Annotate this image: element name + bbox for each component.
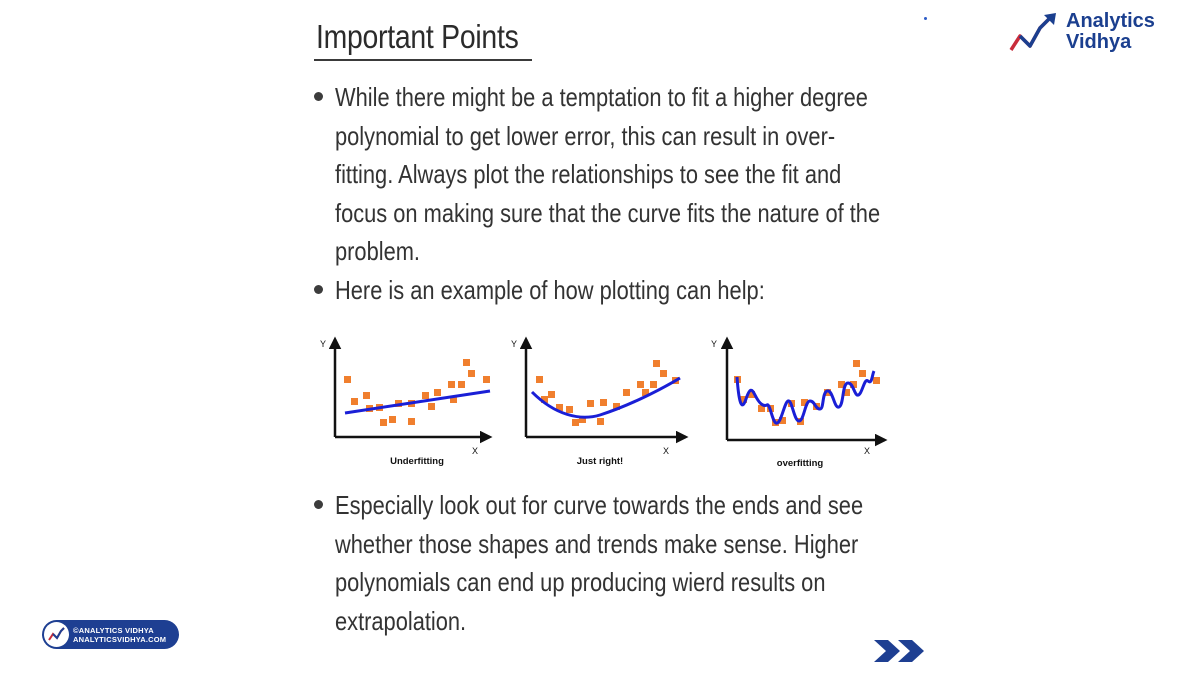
data-point [653,360,660,367]
bullet-text [335,78,935,271]
text-line: polynomial to get lower error, this can result in over- [335,120,836,151]
title-underline [314,59,532,61]
bullet-text [335,486,935,640]
bullet-dot [314,92,323,101]
x-axis-label: X [864,446,871,456]
data-point [853,360,860,367]
badge-url-text: ANALYTICSVIDHYA.COM [73,635,167,644]
data-point [623,389,630,396]
bullet-dot [314,285,323,294]
bullet-dot [314,500,323,509]
y-axis-label: Y [320,339,327,349]
fitting-figure [300,325,900,480]
panel-just-right [511,339,686,467]
data-point [597,418,604,425]
panel-caption: Just right! [576,456,624,467]
data-point [572,419,579,426]
logo-arrow-icon [1008,12,1062,54]
data-point [637,381,644,388]
logo-text [1066,11,1155,53]
panel-caption: overfitting [776,458,824,469]
copyright-badge[interactable] [42,620,179,649]
data-point [458,381,465,388]
data-points [536,360,679,426]
logo-line-1: Analytics [1066,10,1155,32]
text-line: fitting. Always plot the relationships to see the fit and [335,159,842,189]
data-point [600,399,607,406]
text-line: focus on making sure that the curve fits the nature of the [335,197,881,228]
data-point [428,403,435,410]
slide-title: Important Points [316,18,519,55]
data-point [859,370,866,377]
data-point [468,370,475,377]
data-point [650,381,657,388]
data-point [536,376,543,383]
data-point [448,381,455,388]
data-point [463,359,470,366]
text-line: While there might be a temptation to fit a higher degree [335,82,868,112]
data-point [483,376,490,383]
y-axis-label: Y [511,339,518,349]
data-point [363,392,370,399]
data-point [566,406,573,413]
data-point [548,391,555,398]
analytics-vidhya-logo[interactable] [1008,10,1188,56]
data-point [344,376,351,383]
y-axis-label: Y [711,339,718,349]
decorative-dot [924,17,927,20]
fit-curve [737,371,874,423]
badge-copyright-text: ©ANALYTICS VIDHYA [73,626,154,635]
panel-caption: Underfitting [390,456,444,467]
data-points [344,359,490,426]
data-point [434,389,441,396]
text-line: problem. [335,236,420,266]
text-line: Especially look out for curve towards the ends and see [335,490,864,520]
panel-underfitting [320,339,490,467]
data-point [422,392,429,399]
x-axis-label: X [663,446,670,456]
text-line: polynomials can end up producing wierd results on [335,567,826,597]
fitting-illustration [300,325,900,480]
badge-logo-icon [44,622,69,647]
data-point [351,398,358,405]
x-axis-label: X [472,446,479,456]
data-point [660,370,667,377]
bullet-text [335,271,935,310]
data-point [587,400,594,407]
text-line: Here is an example of how plotting can help: [335,275,765,305]
logo-line-2: Vidhya [1066,31,1132,53]
double-chevron-right-icon[interactable] [872,638,928,664]
text-line: whether those shapes and trends make sense. Higher [335,528,859,559]
data-point [873,377,880,384]
data-point [408,418,415,425]
text-line: extrapolation. [335,605,467,636]
panel-overfitting [711,339,885,469]
data-point [389,416,396,423]
data-point [380,419,387,426]
data-points [734,360,880,426]
